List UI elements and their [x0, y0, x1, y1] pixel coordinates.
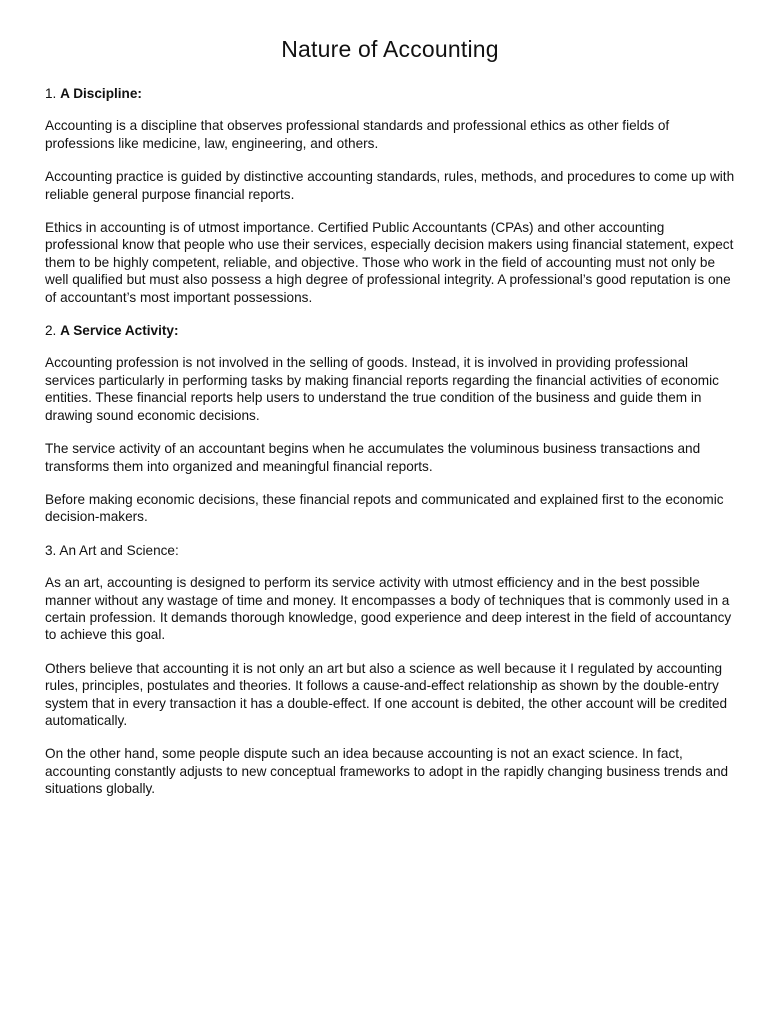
section-heading	[45, 542, 735, 559]
section-title: A Discipline:	[60, 86, 142, 101]
section-number: 1.	[45, 86, 57, 101]
section-heading	[45, 85, 735, 102]
paragraph: Before making economic decisions, these financial repots and communicated and explained first to the economic decision-makers.	[45, 491, 724, 525]
paragraph: Ethics in accounting is of utmost importance. Certified Public Accountants (CPAs) and other accounting professional know that people who use their services, especially decision makers using financial statement, expect them to be highly competent, reliable, and objective. Those who work in the field of accounting must not only be well qualified but must also possess a high degree of professional integrity. A professional’s good reputation is one of accountant’s most important possessions.	[45, 220, 734, 305]
paragraph: On the other hand, some people dispute such an idea because accounting is not an exact science. In fact, accounting constantly adjusts to new conceptual frameworks to adopt in the rapidly changing business trends and situations globally.	[45, 746, 729, 797]
section-discipline	[45, 85, 735, 306]
paragraph: Others believe that accounting it is not only an art but also a science as well because it I regulated by accounting rules, principles, postulates and theories. It follows a cause-and-effect relationship as shown by the double-entry system that in every transaction it has a double-effect. If one account is debited, the other account will be credited automatically.	[45, 660, 728, 728]
paragraph: Accounting is a discipline that observes professional standards and professional ethics as other fields of professions like medicine, law, engineering, and others.	[45, 118, 670, 151]
paragraph: Accounting profession is not involved in the selling of goods. Instead, it is involved in providing professional services particularly in performing tasks by making financial reports regarding the financial activities of economic entities. These financial reports help users to understand the true condition of the business and guide them in drawing sound economic decisions.	[45, 355, 719, 423]
section-number: 3.	[45, 542, 57, 558]
document-page	[45, 36, 735, 814]
section-heading	[45, 322, 735, 339]
section-service-activity	[45, 322, 735, 526]
section-title: An Art and Science:	[59, 542, 179, 558]
paragraph: Accounting practice is guided by distinctive accounting standards, rules, methods, and procedures to come up with reliable general purpose financial reports.	[45, 169, 735, 202]
section-art-and-science	[45, 542, 735, 798]
section-number: 2.	[45, 323, 57, 339]
section-title: A Service Activity:	[60, 323, 179, 339]
page-title: Nature of Accounting	[281, 36, 499, 62]
paragraph: As an art, accounting is designed to perform its service activity with utmost efficiency and in the best possible manner without any wastage of time and money. It encompasses a body of techniques that is commonly used in a certain profession. It demands thorough knowledge, good experience and deep interest in the field of accountancy to achieve this goal.	[45, 575, 732, 643]
paragraph: The service activity of an accountant begins when he accumulates the voluminous business transactions and transforms them into organized and meaningful financial reports.	[45, 441, 701, 474]
